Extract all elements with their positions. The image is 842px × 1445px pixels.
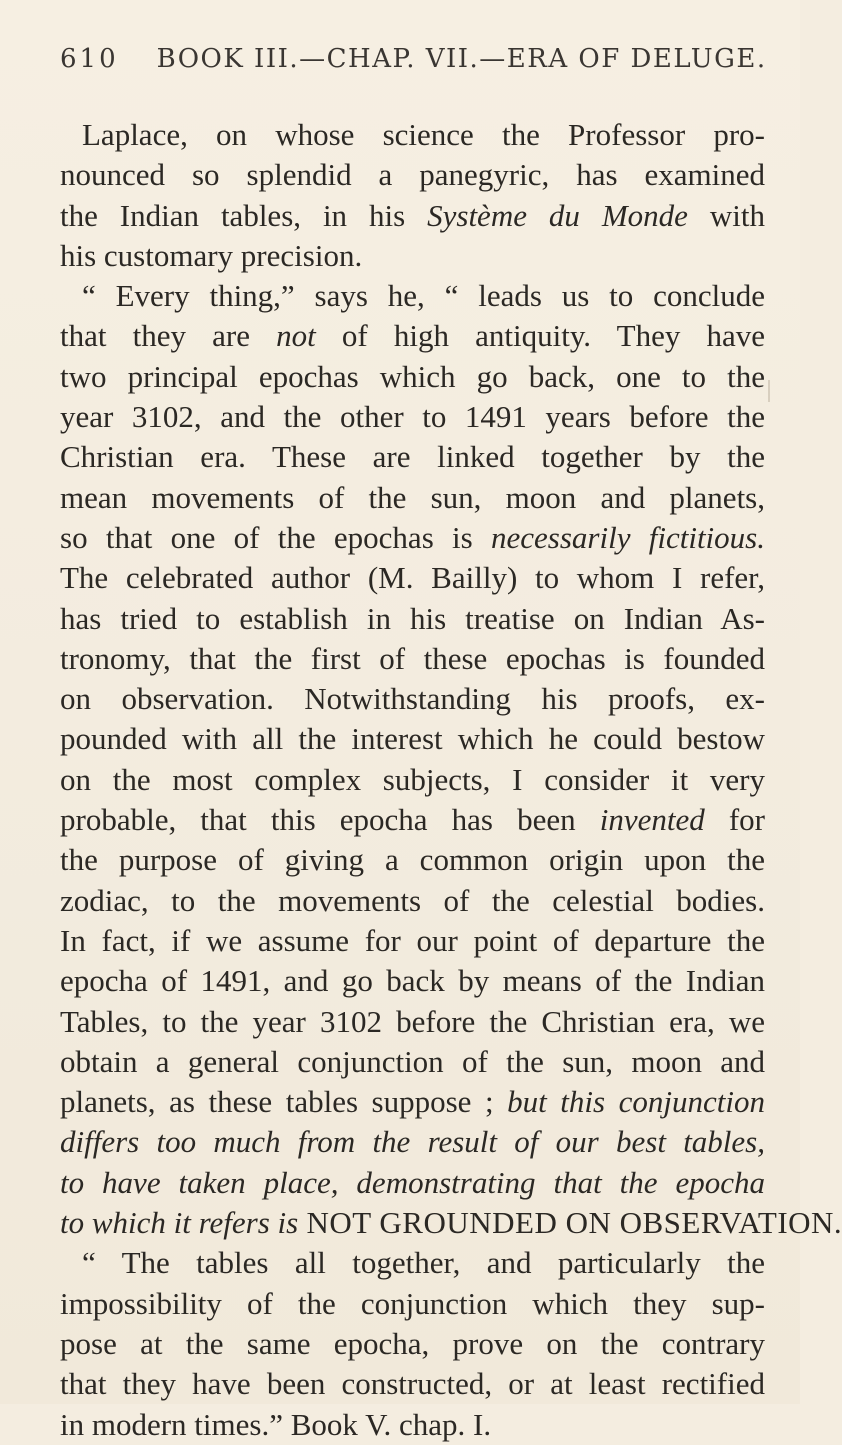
- text-line: his customary precision.: [60, 237, 363, 273]
- text-line: the purpose of giving a common origin upon the: [60, 842, 765, 878]
- text-line: “ The tables all together, and particularly the: [82, 1245, 765, 1281]
- text-line: the Indian tables, in his Système du Monde with: [60, 197, 765, 233]
- text-line: on observation. Notwithstanding his proofs, ex-: [60, 681, 765, 717]
- text-line: zodiac, to the movements of the celestial bodies.: [60, 882, 765, 918]
- running-title: BOOK III.—CHAP. VII.—ERA OF DELUGE.: [156, 44, 767, 74]
- text-line: two principal epochas which go back, one to the: [60, 358, 765, 394]
- text-line: nounced so splendid a panegyric, has examined: [60, 157, 765, 193]
- text-line: planets, as these tables suppose ; but this conjunction: [60, 1084, 766, 1120]
- text-line: impossibility of the conjunction which they sup-: [60, 1285, 765, 1321]
- text-line: “ Every thing,” says he, “ leads us to conclude: [82, 278, 765, 314]
- text-line: Tables, to the year 3102 before the Christian era, we: [60, 1003, 765, 1039]
- text-line: on the most complex subjects, I consider it very: [60, 761, 765, 797]
- text-line: to which it refers is NOT GROUNDED ON OBSERVATION.: [60, 1205, 842, 1241]
- text-line: so that one of the epochas is necessarily fictitious.: [60, 519, 765, 555]
- text-line: The celebrated author (M. Bailly) to whom I refer,: [60, 560, 765, 596]
- text-line: to have taken place, demonstrating that the epocha: [60, 1164, 765, 1200]
- page-mark: [768, 380, 770, 402]
- text-line: In fact, if we assume for our point of departure the: [60, 922, 765, 958]
- text-line: year 3102, and the other to 1491 years before the: [60, 399, 765, 435]
- text-line: epocha of 1491, and go back by means of the Indian: [60, 963, 765, 999]
- body-text: [60, 115, 842, 1445]
- text-line: pose at the same epocha, prove on the contrary: [60, 1325, 765, 1361]
- text-line: probable, that this epocha has been invented for: [60, 802, 765, 838]
- text-line: Laplace, on whose science the Professor pro-: [82, 117, 765, 152]
- text-line: differs too much from the result of our best tables,: [60, 1124, 765, 1160]
- text-line: that they have been constructed, or at least rectified: [60, 1366, 765, 1402]
- text-line: tronomy, that the first of these epochas is founded: [60, 640, 765, 676]
- text-line: pounded with all the interest which he could bestow: [60, 721, 765, 757]
- text-line: in modern times.” Book V. chap. I.: [60, 1406, 492, 1442]
- running-header: [60, 44, 767, 74]
- page-number: 610: [60, 44, 119, 74]
- text-line: obtain a general conjunction of the sun, moon and: [60, 1043, 765, 1079]
- text-line: mean movements of the sun, moon and planets,: [60, 479, 765, 515]
- text-line: Christian era. These are linked together by the: [60, 439, 765, 475]
- text-line: has tried to establish in his treatise on Indian As-: [60, 600, 765, 636]
- text-line: that they are not of high antiquity. They have: [60, 318, 765, 354]
